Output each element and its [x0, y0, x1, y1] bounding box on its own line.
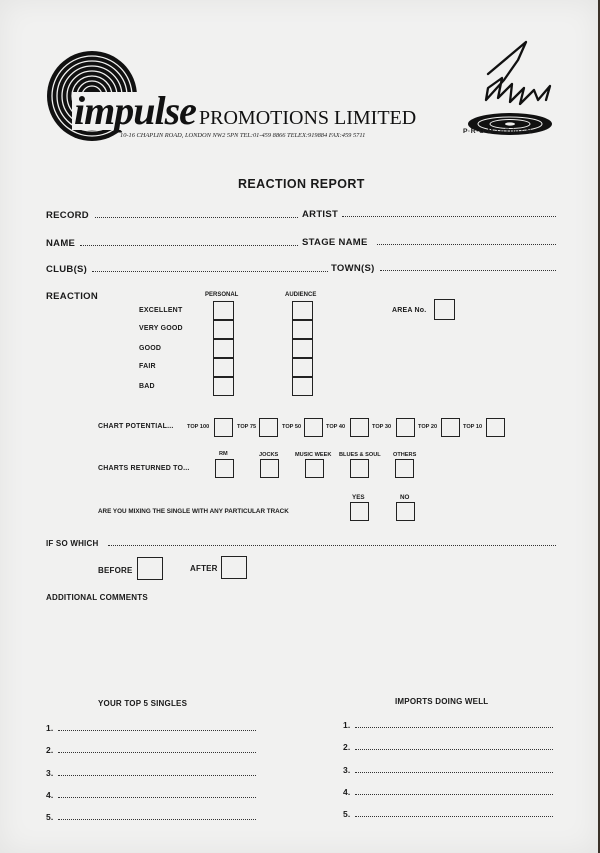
after-box[interactable] [221, 556, 247, 579]
towns-field[interactable] [380, 270, 556, 271]
rm-label: RM [219, 451, 228, 457]
clubs-field[interactable] [92, 271, 328, 272]
rating-excellent: EXCELLENT [139, 307, 183, 314]
imports-number-3: 3. [343, 765, 351, 775]
club-promotion-word: P·R·O·M·O·T·I·O·N [463, 128, 532, 135]
blues-soul-checkbox[interactable] [350, 459, 369, 478]
if-so-which-field[interactable] [108, 545, 556, 546]
top75-label: TOP 75 [237, 424, 257, 430]
top5-number-3: 3. [46, 768, 54, 778]
company-address: 10-16 CHAPLIN ROAD, LONDON NW2 5PN TEL:01-459 8866 TELEX:919884 FAX:459 5711 [120, 132, 366, 139]
artist-label: ARTIST [302, 209, 339, 220]
rating-bad: BAD [139, 383, 155, 390]
page-title: REACTION REPORT [238, 177, 365, 191]
charts-returned-label: CHARTS RETURNED TO... [98, 465, 190, 472]
if-so-which-label: IF SO WHICH [46, 539, 99, 548]
top5-number-4: 4. [46, 790, 54, 800]
top5-line-1[interactable] [58, 730, 256, 731]
imports-number-2: 2. [343, 742, 351, 752]
reaction-label: REACTION [46, 291, 99, 302]
top10-label: TOP 10 [463, 424, 483, 430]
personal-bad-checkbox[interactable] [213, 377, 234, 396]
top50-label: TOP 50 [282, 424, 302, 430]
imports-line-3[interactable] [355, 772, 553, 773]
audience-excellent-checkbox[interactable] [292, 301, 313, 320]
audience-good-checkbox[interactable] [292, 339, 313, 358]
name-field[interactable] [80, 245, 298, 246]
chart-potential-label: CHART POTENTIAL... [98, 423, 174, 430]
jocks-checkbox[interactable] [260, 459, 279, 478]
rm-checkbox[interactable] [215, 459, 234, 478]
imports-line-4[interactable] [355, 794, 553, 795]
personal-header: PERSONAL [205, 292, 239, 298]
top40-checkbox[interactable] [350, 418, 369, 437]
stage-name-field[interactable] [377, 244, 556, 245]
top20-checkbox[interactable] [441, 418, 460, 437]
imports-line-1[interactable] [355, 727, 553, 728]
imports-number-5: 5. [343, 809, 351, 819]
company-brand: impulse [74, 88, 196, 133]
audience-fair-checkbox[interactable] [292, 358, 313, 377]
area-number-box[interactable] [434, 299, 455, 320]
top50-checkbox[interactable] [304, 418, 323, 437]
personal-fair-checkbox[interactable] [213, 358, 234, 377]
audience-bad-checkbox[interactable] [292, 377, 313, 396]
imports-line-2[interactable] [355, 749, 553, 750]
record-field[interactable] [95, 217, 298, 218]
music-week-checkbox[interactable] [305, 459, 324, 478]
top100-checkbox[interactable] [214, 418, 233, 437]
others-label: OTHERS [393, 452, 417, 458]
name-label: NAME [46, 238, 76, 249]
music-week-label: MUSIC WEEK [295, 452, 332, 458]
top100-label: TOP 100 [187, 424, 210, 430]
top5-line-5[interactable] [58, 819, 256, 820]
audience-very-good-checkbox[interactable] [292, 320, 313, 339]
towns-label: TOWN(S) [331, 263, 375, 274]
top5-line-4[interactable] [58, 797, 256, 798]
company-name: PROMOTIONS LIMITED [199, 107, 417, 129]
personal-very-good-checkbox[interactable] [213, 320, 234, 339]
additional-comments-label: ADDITIONAL COMMENTS [46, 593, 148, 602]
imports-title: IMPORTS DOING WELL [395, 697, 489, 706]
top10-checkbox[interactable] [486, 418, 505, 437]
others-checkbox[interactable] [395, 459, 414, 478]
imports-number-1: 1. [343, 720, 351, 730]
personal-excellent-checkbox[interactable] [213, 301, 234, 320]
top75-checkbox[interactable] [259, 418, 278, 437]
top20-label: TOP 20 [418, 424, 438, 430]
jocks-label: JOCKS [259, 452, 279, 458]
rating-fair: FAIR [139, 363, 156, 370]
imports-number-4: 4. [343, 787, 351, 797]
top5-singles-title: YOUR TOP 5 SINGLES [98, 699, 188, 708]
stage-name-label: STAGE NAME [302, 237, 368, 248]
artist-field[interactable] [342, 216, 556, 217]
top5-number-1: 1. [46, 723, 54, 733]
before-label: BEFORE [98, 566, 133, 575]
area-label: AREA No. [392, 307, 427, 314]
no-checkbox[interactable] [396, 502, 415, 521]
clubs-label: CLUB(S) [46, 264, 88, 275]
personal-good-checkbox[interactable] [213, 339, 234, 358]
before-box[interactable] [137, 557, 163, 580]
record-label: RECORD [46, 210, 89, 221]
yes-checkbox[interactable] [350, 502, 369, 521]
top30-label: TOP 30 [372, 424, 392, 430]
mixing-question: ARE YOU MIXING THE SINGLE WITH ANY PARTICULAR TRACK [98, 508, 289, 515]
top5-line-2[interactable] [58, 752, 256, 753]
top5-line-3[interactable] [58, 775, 256, 776]
no-label: NO [400, 494, 410, 501]
imports-line-5[interactable] [355, 816, 553, 817]
rating-very-good: VERY GOOD [139, 325, 183, 332]
top5-number-2: 2. [46, 745, 54, 755]
after-label: AFTER [190, 564, 218, 573]
yes-label: YES [352, 494, 365, 501]
audience-header: AUDIENCE [285, 292, 317, 298]
rating-good: GOOD [139, 345, 162, 352]
top40-label: TOP 40 [326, 424, 346, 430]
top30-checkbox[interactable] [396, 418, 415, 437]
blues-soul-label: BLUES & SOUL [339, 452, 381, 458]
top5-number-5: 5. [46, 812, 54, 822]
